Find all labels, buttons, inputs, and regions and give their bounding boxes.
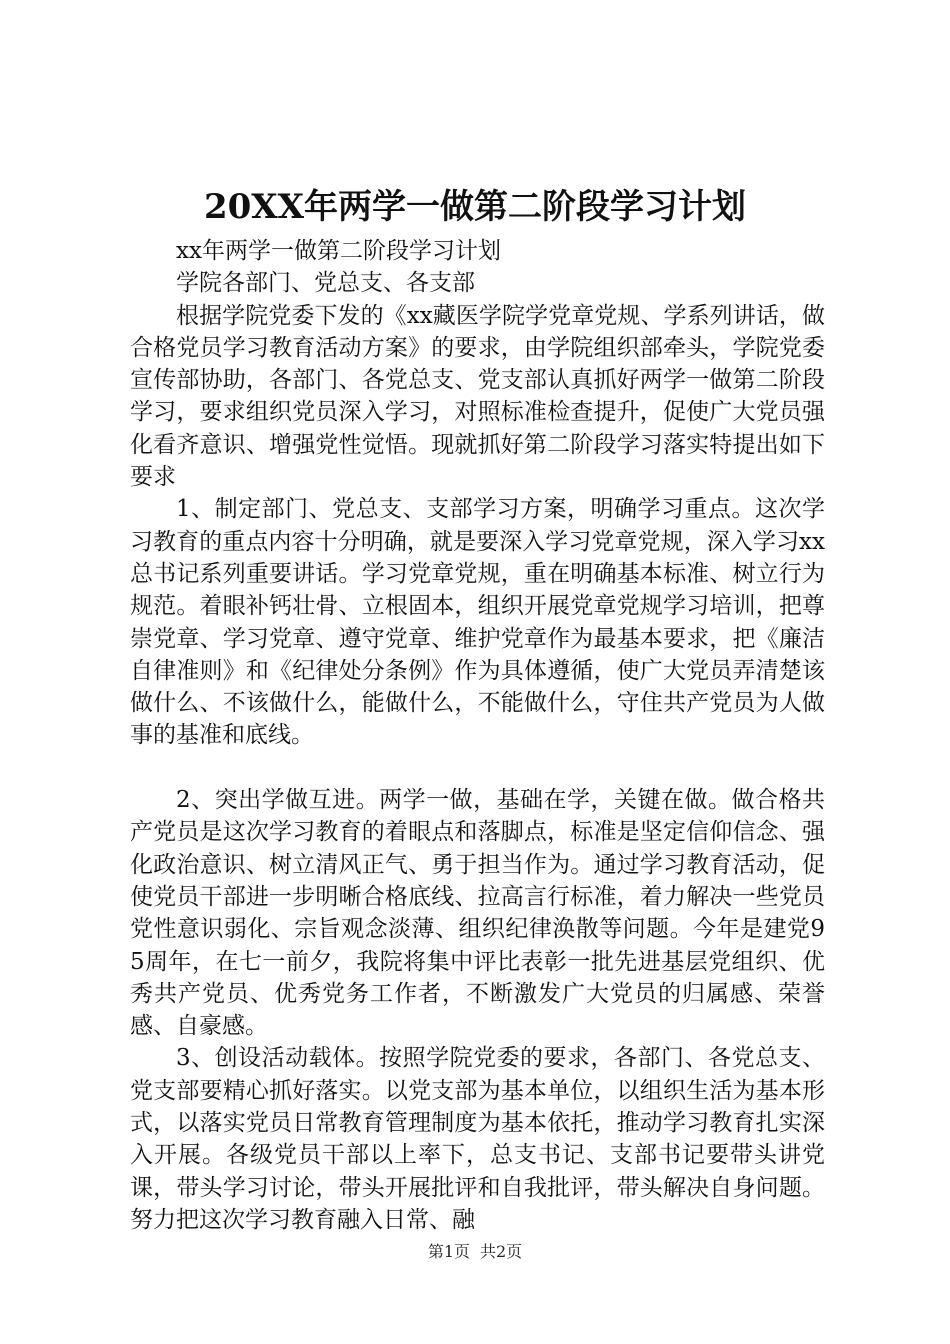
page-total: 共2页 — [480, 1242, 523, 1261]
paragraph-item-2: 2、突出学做互进。两学一做，基础在学，关键在做。做合格共产党员是这次学习教育的着眼点和落脚点，标准是坚定信仰信念、强化政治意识、树立清风正气、勇于担当作为。通过学习教育活动，促使党员干部进一步明晰合格底线、拉高言行标准，着力解决一些党员党性意识弱化、宗旨观念淡薄、组织纪律涣散等问题。今年是建党95周年，在七一前夕，我院将集中评比表彰一批先进基层党组织、优秀共产党员、优秀党务工作者，不断激发广大党员的归属感、荣誉感、自豪感。 — [130, 787, 825, 1040]
paragraph-recipients: 学院各部门、党总支、各支部 — [176, 270, 475, 297]
page-number: 第1页 — [427, 1242, 470, 1261]
paragraph-item-1: 1、制定部门、党总支、支部学习方案，明确学习重点。这次学习教育的重点内容十分明确，就是要深入学习党章党规，深入学习xx总书记系列重要讲话。学习党章党规，重在明确基本标准、树立行为规范。着眼补钙壮骨、立根固本，组织开展党章党规学习培训，把尊崇党章、学习党章、遵守党章、维护党章作为最基本要求，把《廉洁自律准则》和《纪律处分条例》作为具体遵循，使广大党员弄清楚该做什么、不该做什么，能做什么，不能做什么，守住共产党员为人做事的基准和底线。 — [130, 496, 825, 749]
document-title: 20XX年两学一做第二阶段学习计划 — [203, 187, 747, 227]
document-body — [130, 235, 825, 1236]
paragraph-subtitle: xx年两学一做第二阶段学习计划 — [176, 238, 501, 264]
page-footer — [0, 1241, 950, 1263]
paragraph-intro: 根据学院党委下发的《xx藏医学院学党章党规、学系列讲话，做合格党员学习教育活动方案》的要求，由学院组织部牵头，学院党委宣传部协助，各部门、各党总支、党支部认真抓好两学一做第二阶段学习，要求组织党员深入学习，对照标准检查提升，促使广大党员强化看齐意识、增强党性觉悟。现就抓好第二阶段学习落实特提出如下要求 — [130, 302, 825, 491]
paragraph-item-3: 3、创设活动载体。按照学院党委的要求，各部门、各党总支、党支部要精心抓好落实。以党支部为基本单位，以组织生活为基本形式，以落实党员日常教育管理制度为基本依托，推动学习教育扎实深入开展。各级党员干部以上率下，总支书记、支部书记要带头讲党课，带头学习讨论，带头开展批评和自我批评，带头解决自身问题。努力把这次学习教育融入日常、融 — [130, 1045, 825, 1233]
paragraph-spacer — [130, 752, 825, 784]
